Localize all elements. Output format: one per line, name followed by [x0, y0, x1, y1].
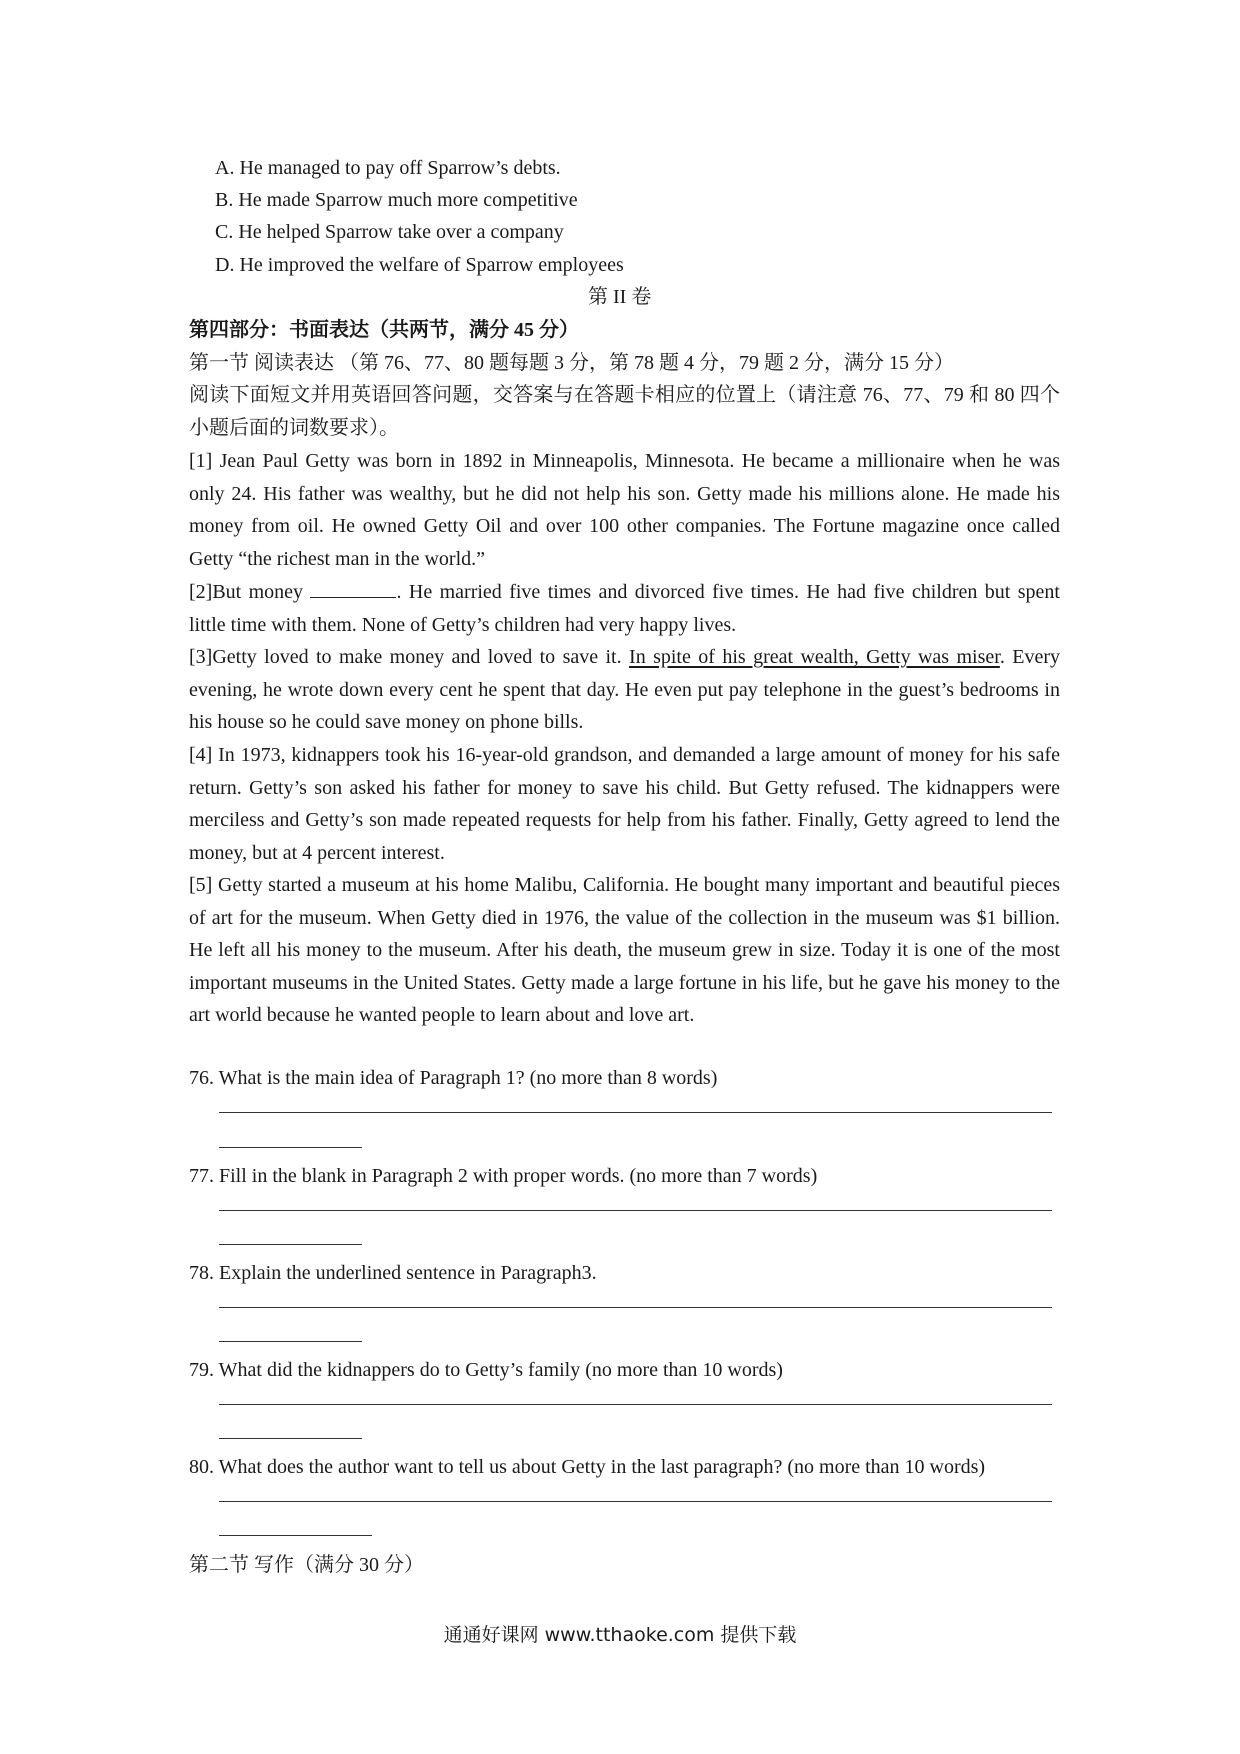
option-c: C. He helped Sparrow take over a company [215, 221, 564, 243]
paragraph-4: [4] In 1973, kidnappers took his 16-year-old grandson, and demanded a large amount of money for his safe return. Getty’s son asked his father for money to save his child. But Getty refused. The kidnappers were merciless and Getty’s son made repeated requests for help from his father. Finally, Getty agreed to lend the money, but at 4 percent interest. [189, 744, 1060, 864]
answer-line-76b [219, 1147, 362, 1148]
paragraph-3 [189, 641, 1060, 739]
answer-line-77a [219, 1210, 1052, 1211]
option-b: B. He made Sparrow much more competitive [215, 189, 578, 211]
answer-line-79a [219, 1404, 1052, 1405]
paragraph-3-rest: . Every evening, he wrote down every cent he spent that day. He even put pay telephone in the guest’s bedrooms in his house so he could save money on phone bills. [189, 646, 1060, 734]
paragraph-5: [5] Getty started a museum at his home Malibu, California. He bought many important and beautiful pieces of art for the museum. When Getty died in 1976, the value of the collection in the museum was $1 billion. He left all his money to the museum. After his death, the museum grew in size. Today it is one of the most important museums in the United States. Getty made a large fortune in his life, but he gave his money to the art world because he wanted people to learn about and love art. [189, 874, 1060, 1027]
answer-line-76a [219, 1112, 1052, 1113]
question-77: 77. Fill in the blank in Paragraph 2 with proper words. (no more than 7 words) [189, 1165, 818, 1187]
answer-line-80a [219, 1501, 1052, 1502]
paragraph-2 [189, 576, 1060, 641]
answer-line-77b [219, 1244, 362, 1245]
volume-title: 第 II 卷 [588, 286, 652, 308]
footer-credit: 通通好课网 www.tthaoke.com 提供下载 [443, 1624, 797, 1646]
question-76: 76. What is the main idea of Paragraph 1? (no more than 8 words) [189, 1067, 718, 1089]
answer-line-78b [219, 1341, 362, 1342]
paragraph-2-blank [310, 579, 396, 598]
paragraph-1: [1] Jean Paul Getty was born in 1892 in Minneapolis, Minnesota. He became a millionaire when he was only 24. His father was wealthy, but he did not help his son. Getty made his millions alone. He made his money from oil. He owned Getty Oil and over 100 other companies. The Fortune magazine once called Getty “the richest man in the world.” [189, 450, 1060, 570]
answer-line-78a [219, 1307, 1052, 1308]
section2-heading: 第二节 写作（满分 30 分） [189, 1554, 424, 1576]
question-78: 78. Explain the underlined sentence in Paragraph3. [189, 1262, 597, 1284]
paragraph-2-before-blank: [2]But money [189, 581, 311, 603]
instruction: 阅读下面短文并用英语回答问题，交答案与在答题卡相应的位置上（请注意 76、77、79 和 80 四个小题后面的词数要求）。 [189, 384, 1060, 439]
option-a: A. He managed to pay off Sparrow’s debts. [215, 157, 561, 179]
option-d: D. He improved the welfare of Sparrow employees [215, 254, 624, 276]
question-80: 80. What does the author want to tell us about Getty in the last paragraph? (no more than 10 words) [189, 1456, 986, 1478]
section1-heading: 第一节 阅读表达 （第 76、77、80 题每题 3 分，第 78 题 4 分，79 题 2 分，满分 15 分） [189, 352, 954, 374]
answer-line-80b [219, 1535, 372, 1536]
answer-line-79b [219, 1438, 362, 1439]
underlined-sentence: In spite of his great wealth, Getty was miser [629, 646, 1000, 668]
question-79: 79. What did the kidnappers do to Getty’s family (no more than 10 words) [189, 1359, 783, 1381]
part4-heading: 第四部分：书面表达（共两节，满分 45 分） [189, 319, 579, 341]
paragraph-2-after-blank: . He married five times and divorced five times. He had five children but spent little time with them. None of Getty’s children had very happy lives. [189, 581, 1060, 636]
paragraph-3-start: [3]Getty loved to make money and loved to save it. [189, 646, 630, 668]
